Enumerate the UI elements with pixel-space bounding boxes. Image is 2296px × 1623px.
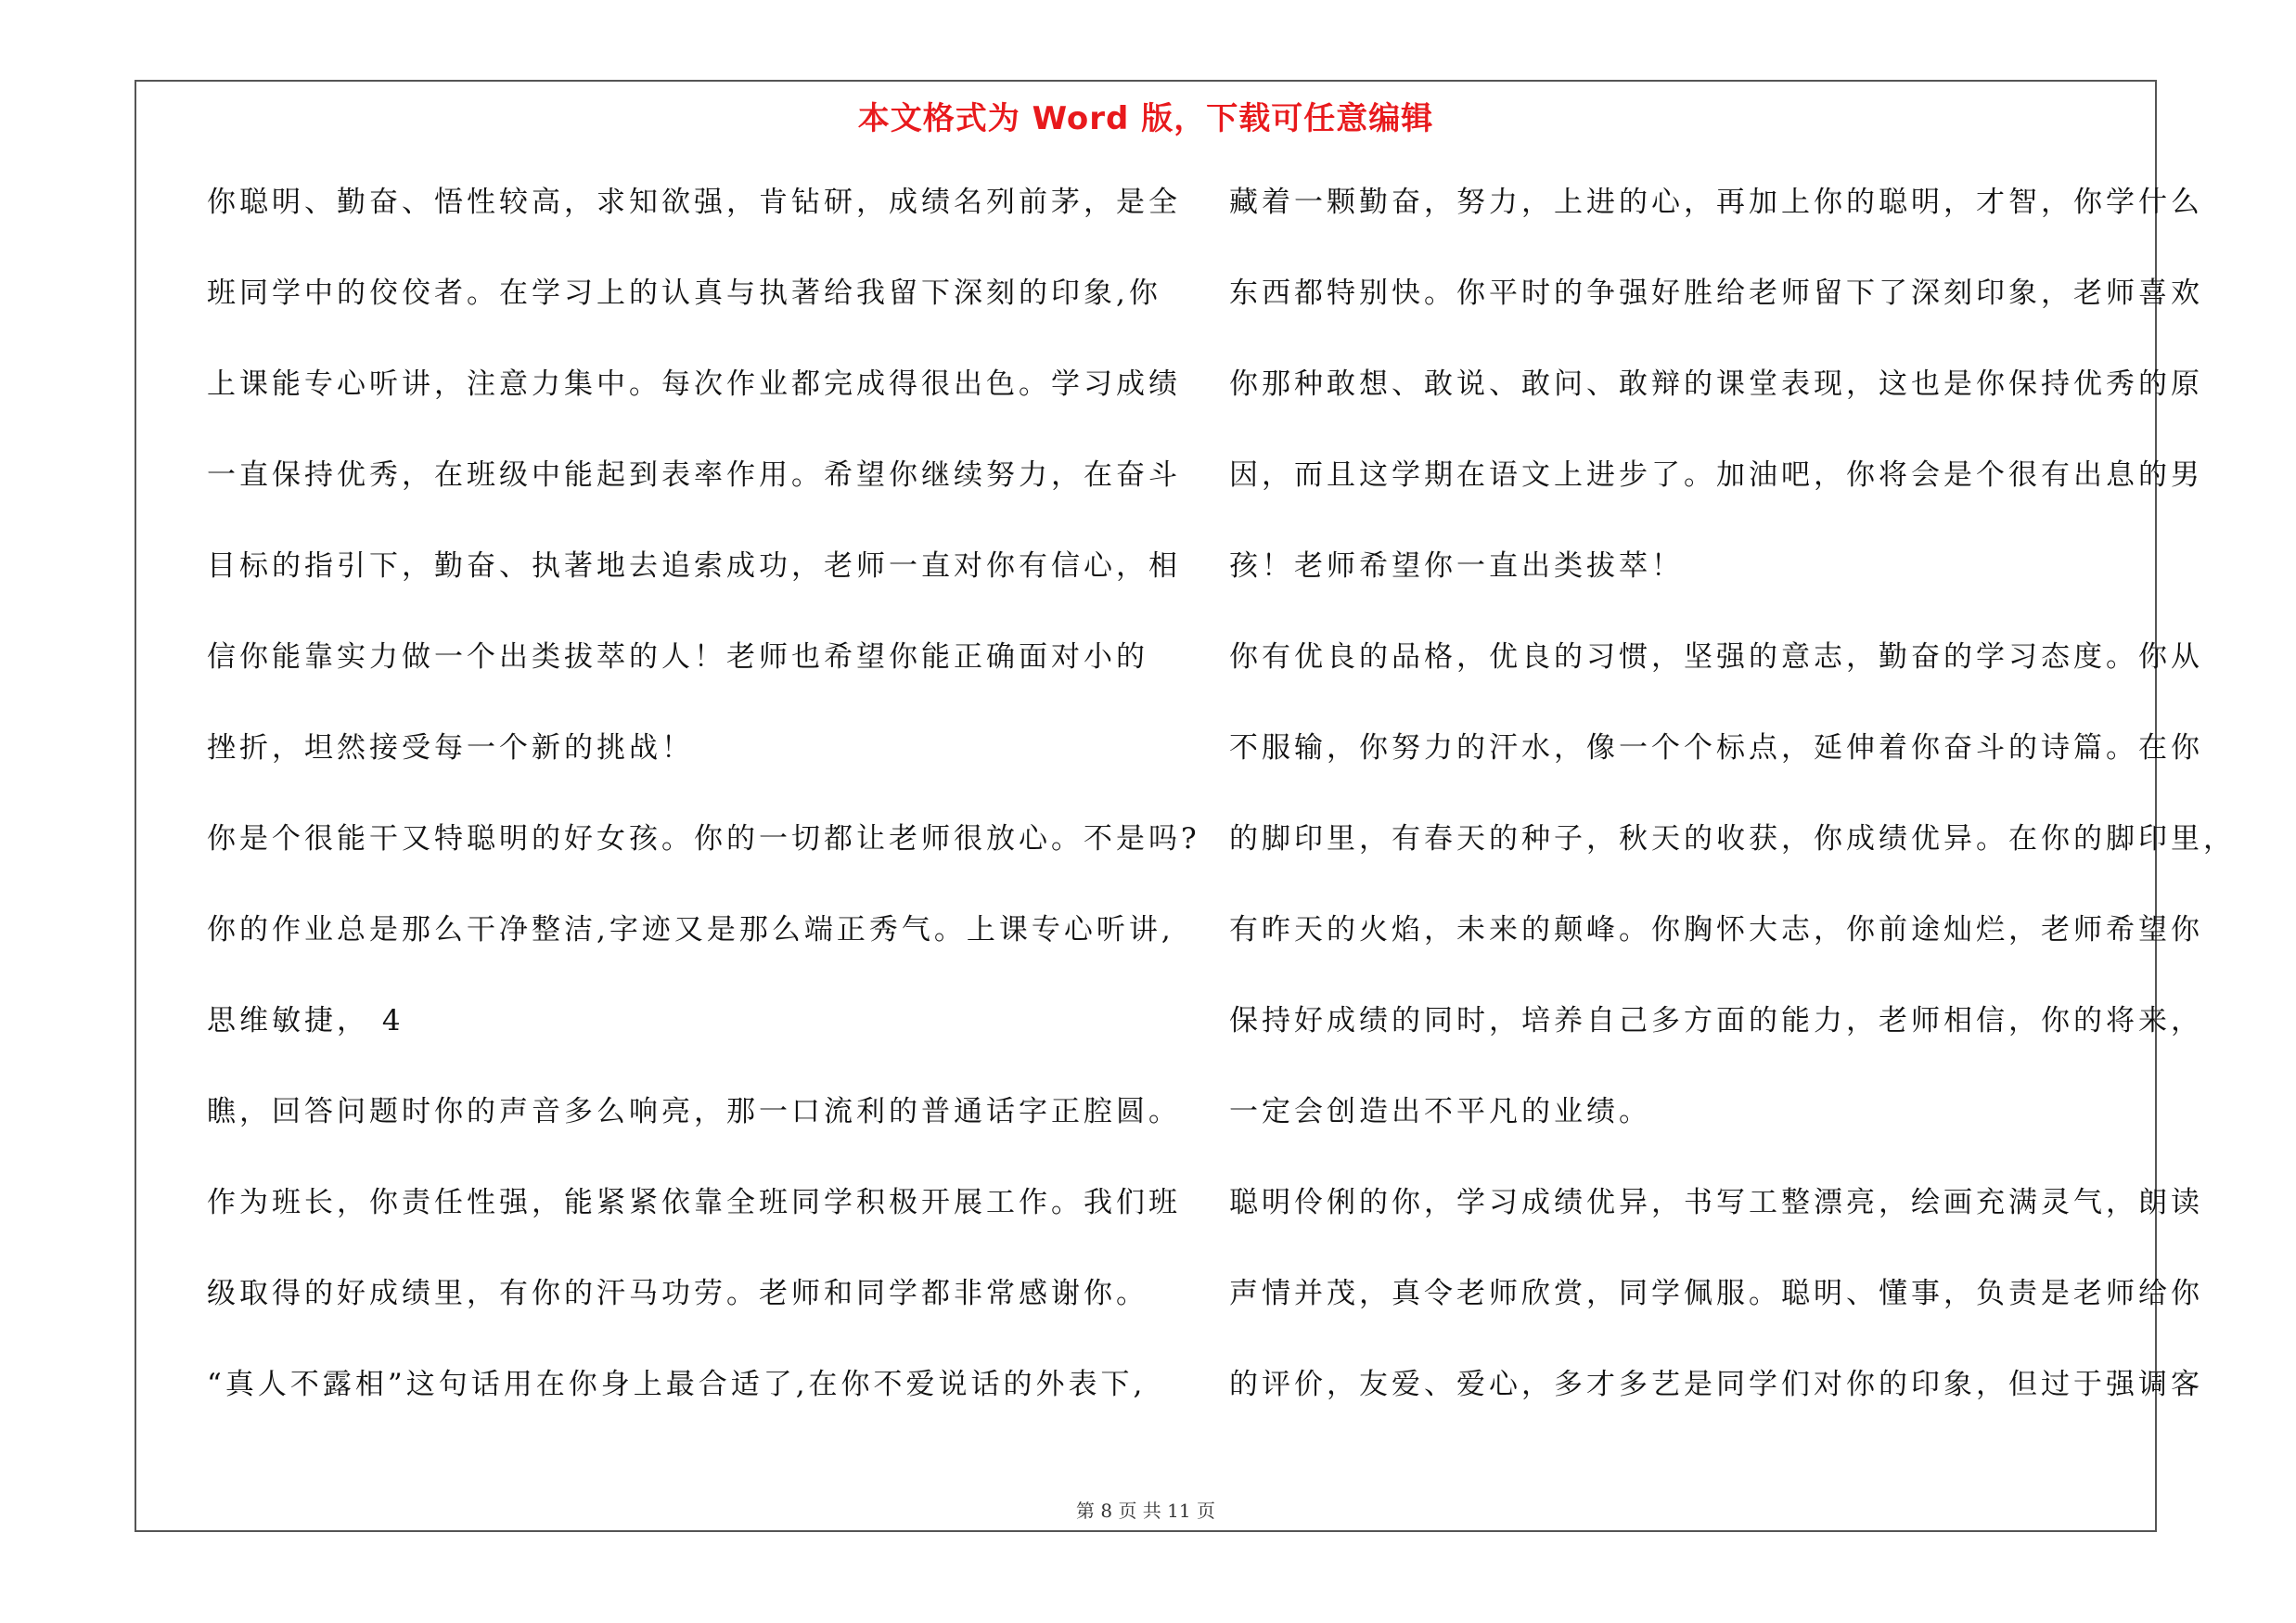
text-line: 目标的指引下，勤奋、执著地去追索成功，老师一直对你有信心，相 bbox=[207, 549, 1181, 583]
text-line: 东西都特别快。你平时的争强好胜给老师留下了深刻印象，老师喜欢 bbox=[1229, 277, 2203, 310]
text-line: 不服输，你努力的汗水，像一个个标点，延伸着你奋斗的诗篇。在你 bbox=[1229, 731, 2203, 765]
left-column bbox=[207, 184, 1200, 1457]
text-line: 你那种敢想、敢说、敢问、敢辩的课堂表现，这也是你保持优秀的原 bbox=[1229, 367, 2203, 401]
text-line: 你是个很能干又特聪明的好女孩。你的一切都让老师很放心。不是吗? bbox=[207, 822, 1200, 856]
text-line: 你有优良的品格，优良的习惯，坚强的意志，勤奋的学习态度。你从 bbox=[1229, 640, 2203, 674]
text-line: “真人不露相”这句话用在你身上最合适了,在你不爱说话的外表下, bbox=[207, 1368, 1147, 1401]
text-line: 孩！老师希望你一直出类拔萃！ bbox=[1229, 549, 1684, 583]
text-line: 挫折，坦然接受每一个新的挑战！ bbox=[207, 731, 694, 765]
format-banner: 本文格式为 Word 版，下载可任意编辑 bbox=[857, 100, 1434, 137]
right-column bbox=[1229, 184, 2236, 1457]
text-line: 思维敏捷， 4 bbox=[207, 1004, 404, 1037]
text-line: 一定会创造出不平凡的业绩。 bbox=[1229, 1095, 1651, 1128]
text-line: 作为班长，你责任性强，能紧紧依靠全班同学积极开展工作。我们班 bbox=[207, 1186, 1181, 1219]
text-line: 因，而且这学期在语文上进步了。加油吧，你将会是个很有出息的男 bbox=[1229, 458, 2203, 492]
page-number: 第 8 页 共 11 页 bbox=[1076, 1500, 1215, 1522]
text-line: 一直保持优秀，在班级中能起到表率作用。希望你继续努力，在奋斗 bbox=[207, 458, 1181, 492]
text-line: 你的作业总是那么干净整洁,字迹又是那么端正秀气。上课专心听讲, bbox=[207, 913, 1174, 947]
text-line: 聪明伶俐的你，学习成绩优异，书写工整漂亮，绘画充满灵气，朗读 bbox=[1229, 1186, 2203, 1219]
text-line: 信你能靠实力做一个出类拔萃的人！老师也希望你能正确面对小的 bbox=[207, 640, 1148, 674]
text-line: 的脚印里，有春天的种子，秋天的收获，你成绩优异。在你的脚印里， bbox=[1229, 822, 2236, 856]
text-line: 上课能专心听讲，注意力集中。每次作业都完成得很出色。学习成绩 bbox=[207, 367, 1181, 401]
text-line: 保持好成绩的同时，培养自己多方面的能力，老师相信，你的将来， bbox=[1229, 1004, 2203, 1037]
text-line: 级取得的好成绩里，有你的汗马功劳。老师和同学都非常感谢你。 bbox=[207, 1277, 1148, 1310]
document-page bbox=[135, 80, 2236, 1532]
text-line: 的评价，友爱、爱心，多才多艺是同学们对你的印象，但过于强调客 bbox=[1229, 1368, 2203, 1401]
text-line: 藏着一颗勤奋，努力，上进的心，再加上你的聪明，才智，你学什么 bbox=[1229, 186, 2203, 219]
text-line: 班同学中的佼佼者。在学习上的认真与执著给我留下深刻的印象,你 bbox=[207, 277, 1161, 310]
text-line: 你聪明、勤奋、悟性较高，求知欲强，肯钻研，成绩名列前茅，是全 bbox=[207, 186, 1181, 219]
text-line: 声情并茂，真令老师欣赏，同学佩服。聪明、懂事，负责是老师给你 bbox=[1229, 1277, 2203, 1310]
text-line: 有昨天的火焰，未来的颠峰。你胸怀大志，你前途灿烂，老师希望你 bbox=[1229, 913, 2203, 947]
text-line: 瞧，回答问题时你的声音多么响亮，那一口流利的普通话字正腔圆。 bbox=[207, 1095, 1181, 1128]
